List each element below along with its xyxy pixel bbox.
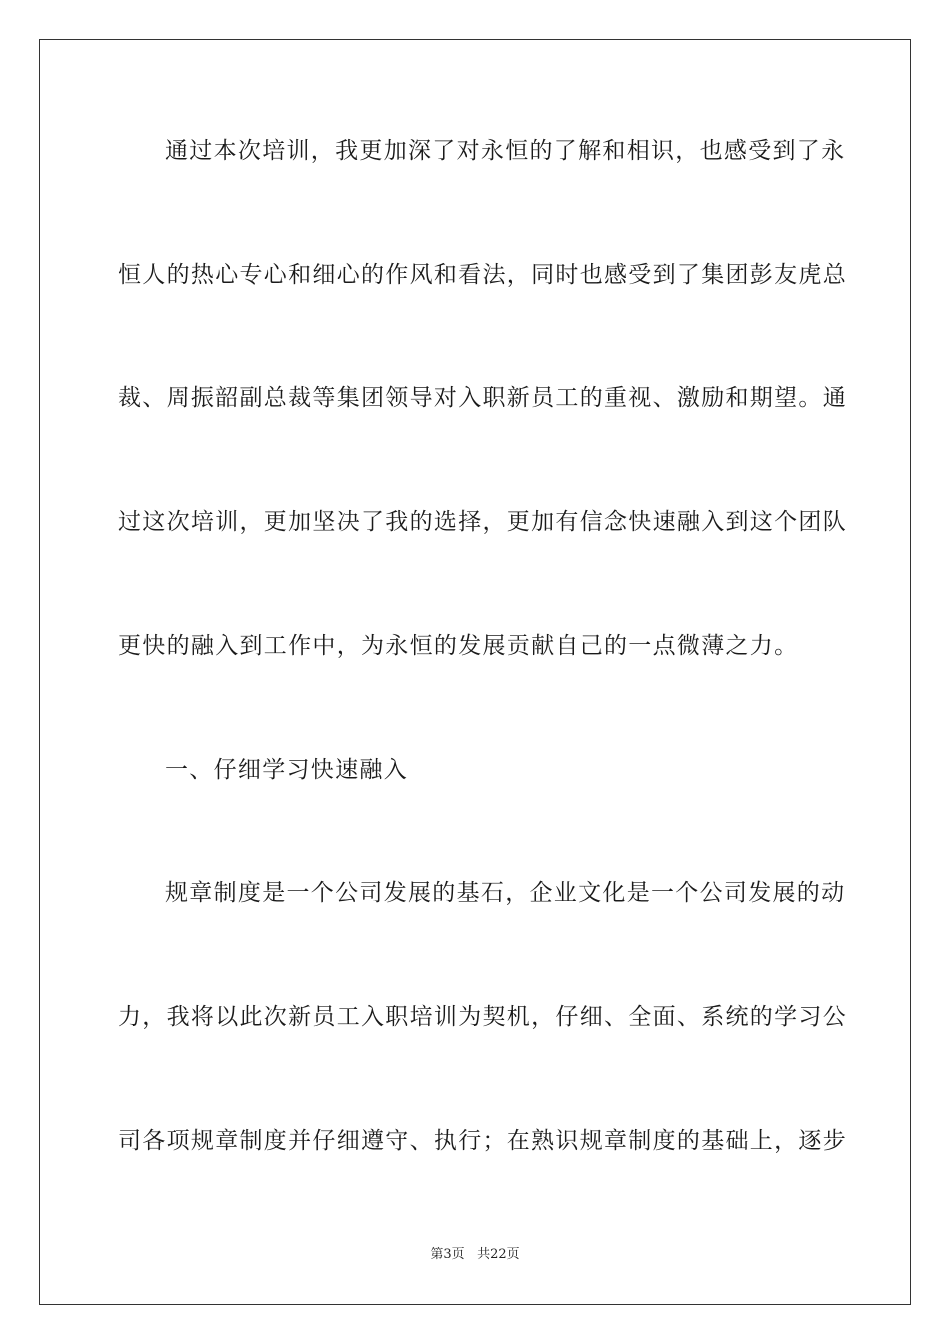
text-line: 过这次培训，更加坚决了我的选择，更加有信念快速融入到这个团队 [118,509,847,535]
text-line: 通过本次培训，我更加深了对永恒的了解和相识，也感受到了永 [165,138,846,164]
text-line: 力，我将以此次新员工入职培训为契机，仔细、全面、系统的学习公 [118,1004,847,1030]
page-number: 第3页 [430,1247,465,1262]
text-line: 司各项规章制度并仔细遵守、执行；在熟识规章制度的基础上，逐步 [118,1128,847,1154]
text-line: 裁、周振韶副总裁等集团领导对入职新员工的重视、激励和期望。通 [118,385,847,411]
total-pages: 共22页 [477,1247,520,1262]
text-line: 恒人的热心专心和细心的作风和看法，同时也感受到了集团彭友虎总 [118,262,847,288]
section-heading: 一、仔细学习快速融入 [165,757,408,783]
page-frame [39,39,911,1305]
text-line: 更快的融入到工作中，为永恒的发展贡献自己的一点微薄之力。 [118,633,799,659]
text-line: 规章制度是一个公司发展的基石，企业文化是一个公司发展的动 [165,880,846,906]
page-footer [0,1246,950,1264]
